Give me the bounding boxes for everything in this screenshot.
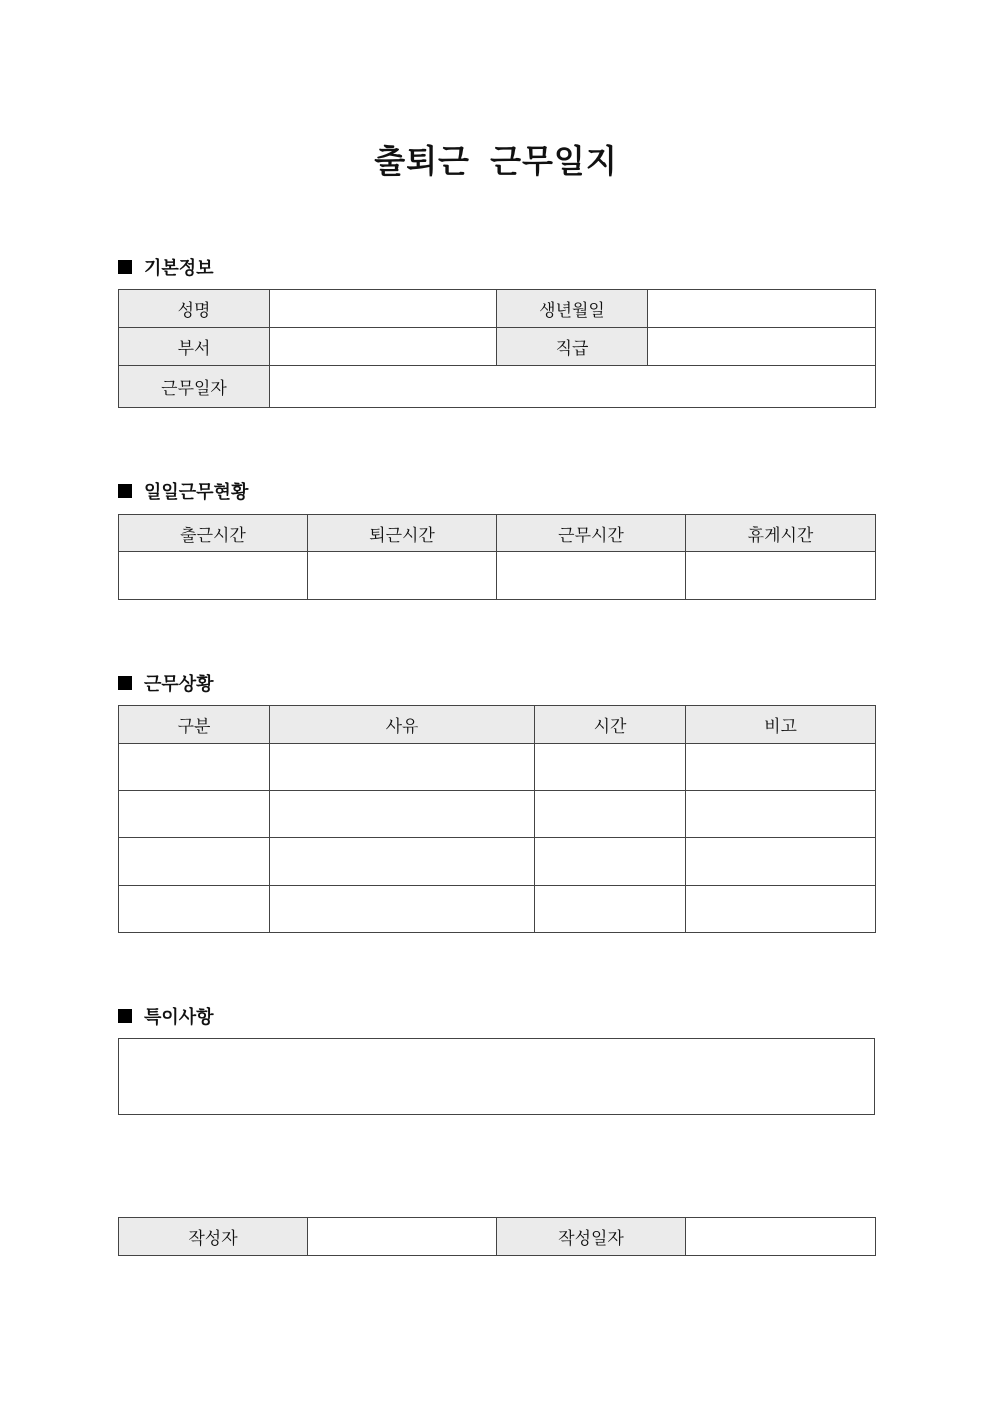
table-row bbox=[119, 328, 876, 366]
section-heading-work-status bbox=[118, 670, 214, 696]
author-label: 작성자 bbox=[119, 1218, 308, 1256]
square-bullet-icon bbox=[118, 260, 132, 274]
time-cell[interactable] bbox=[535, 838, 686, 886]
column-header: 시간 bbox=[535, 706, 686, 744]
note-cell[interactable] bbox=[686, 838, 876, 886]
remarks-table bbox=[118, 1038, 875, 1115]
reason-cell[interactable] bbox=[270, 886, 535, 933]
square-bullet-icon bbox=[118, 676, 132, 690]
reason-cell[interactable] bbox=[270, 838, 535, 886]
note-cell[interactable] bbox=[686, 791, 876, 838]
check-out-time-field[interactable] bbox=[308, 552, 497, 600]
signature-table bbox=[118, 1217, 876, 1256]
square-bullet-icon bbox=[118, 484, 132, 498]
column-header: 근무시간 bbox=[497, 515, 686, 552]
note-cell[interactable] bbox=[686, 744, 876, 791]
reason-cell[interactable] bbox=[270, 744, 535, 791]
table-row bbox=[119, 744, 876, 791]
section-heading-remarks bbox=[118, 1003, 214, 1029]
birth-date-label: 생년월일 bbox=[497, 290, 648, 328]
section-title: 일일근무현황 bbox=[144, 482, 249, 503]
table-row bbox=[119, 1218, 876, 1256]
section-title: 기본정보 bbox=[144, 258, 214, 279]
column-header: 출근시간 bbox=[119, 515, 308, 552]
section-heading-basic-info bbox=[118, 254, 214, 280]
time-cell[interactable] bbox=[535, 886, 686, 933]
category-cell[interactable] bbox=[119, 886, 270, 933]
department-label: 부서 bbox=[119, 328, 270, 366]
work-date-label: 근무일자 bbox=[119, 366, 270, 408]
square-bullet-icon bbox=[118, 1009, 132, 1023]
work-hours-field[interactable] bbox=[497, 552, 686, 600]
column-header: 비고 bbox=[686, 706, 876, 744]
table-row bbox=[119, 1039, 875, 1115]
column-header: 퇴근시간 bbox=[308, 515, 497, 552]
section-title: 특이사항 bbox=[144, 1007, 214, 1028]
written-date-field[interactable] bbox=[686, 1218, 876, 1256]
remarks-field[interactable] bbox=[119, 1039, 875, 1115]
section-heading-daily-work bbox=[118, 478, 248, 504]
daily-work-table bbox=[118, 514, 876, 600]
work-status-table bbox=[118, 705, 876, 933]
table-row bbox=[119, 366, 876, 408]
section-title: 근무상황 bbox=[144, 674, 214, 695]
basic-info-table bbox=[118, 289, 876, 408]
department-field[interactable] bbox=[270, 328, 497, 366]
rank-label: 직급 bbox=[497, 328, 648, 366]
document-title: 출퇴근 근무일지 bbox=[374, 142, 618, 180]
table-header-row bbox=[119, 515, 876, 552]
name-label: 성명 bbox=[119, 290, 270, 328]
column-header: 휴게시간 bbox=[686, 515, 876, 552]
column-header: 사유 bbox=[270, 706, 535, 744]
category-cell[interactable] bbox=[119, 838, 270, 886]
category-cell[interactable] bbox=[119, 791, 270, 838]
column-header: 구분 bbox=[119, 706, 270, 744]
note-cell[interactable] bbox=[686, 886, 876, 933]
category-cell[interactable] bbox=[119, 744, 270, 791]
table-row bbox=[119, 838, 876, 886]
rank-field[interactable] bbox=[648, 328, 876, 366]
birth-date-field[interactable] bbox=[648, 290, 876, 328]
table-row bbox=[119, 791, 876, 838]
author-field[interactable] bbox=[308, 1218, 497, 1256]
time-cell[interactable] bbox=[535, 744, 686, 791]
written-date-label: 작성일자 bbox=[497, 1218, 686, 1256]
name-field[interactable] bbox=[270, 290, 497, 328]
work-date-field[interactable] bbox=[270, 366, 876, 408]
break-time-field[interactable] bbox=[686, 552, 876, 600]
table-row bbox=[119, 886, 876, 933]
check-in-time-field[interactable] bbox=[119, 552, 308, 600]
time-cell[interactable] bbox=[535, 791, 686, 838]
reason-cell[interactable] bbox=[270, 791, 535, 838]
table-row bbox=[119, 290, 876, 328]
table-row bbox=[119, 552, 876, 600]
table-header-row bbox=[119, 706, 876, 744]
